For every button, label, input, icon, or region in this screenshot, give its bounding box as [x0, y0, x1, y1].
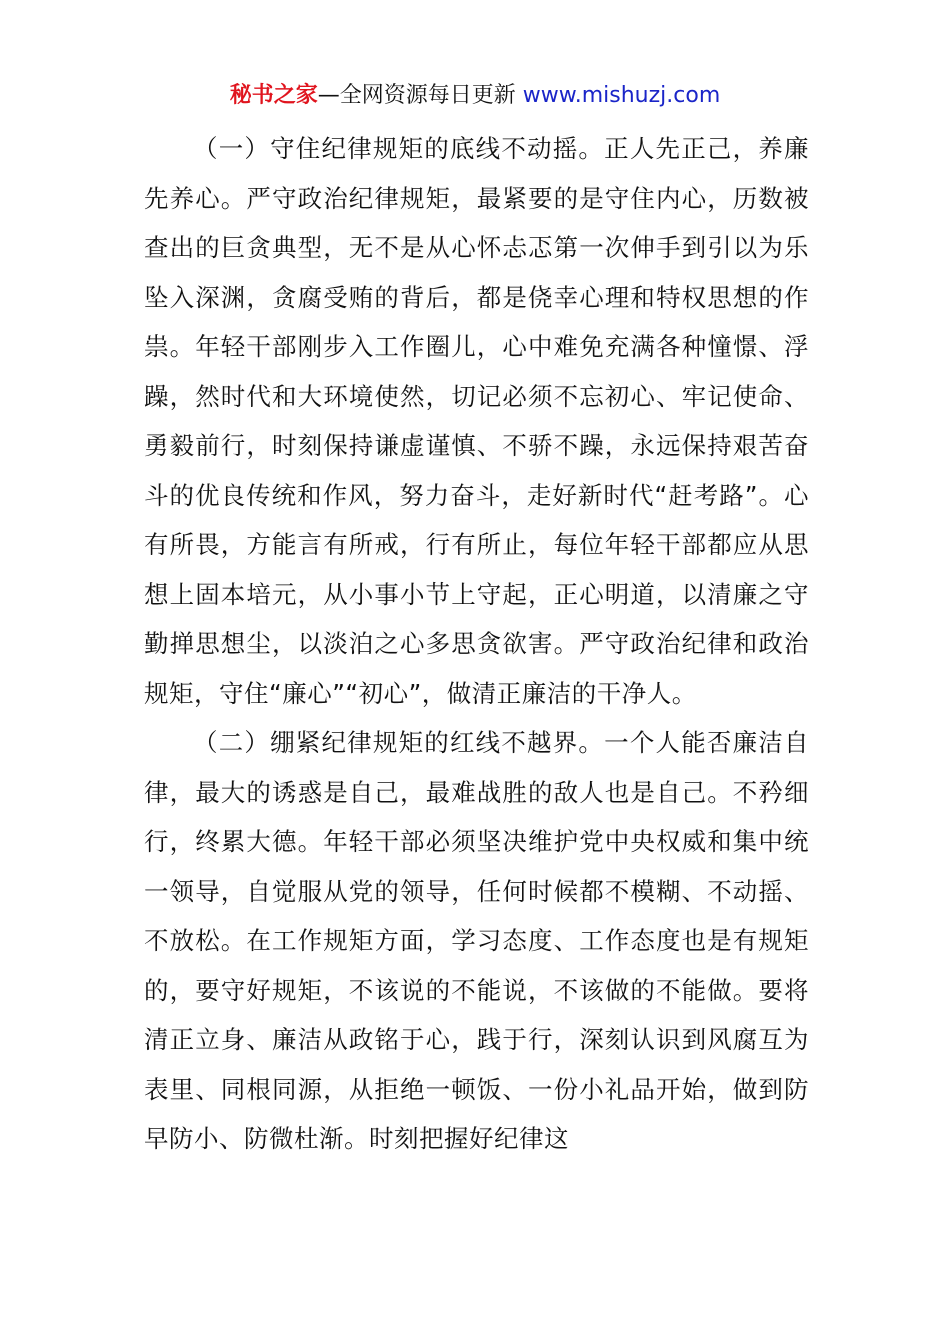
header-tagline: —全网资源每日更新 — [317, 83, 523, 108]
page-header — [0, 80, 950, 112]
document-body — [144, 124, 809, 1164]
header-site-link[interactable]: www.mishuzj.com — [522, 83, 721, 108]
header-brand: 秘书之家 — [229, 83, 318, 108]
paragraph: （二）绷紧纪律规矩的红线不越界。一个人能否廉洁自律，最大的诱惑是自己，最难战胜的敌人也是自己。不矜细行，终累大德。年轻干部必须坚决维护党中央权威和集中统一领导，自觉服从党的领导，任何时候都不模糊、不动摇、不放松。在工作规矩方面，学习态度、工作态度也是有规矩的，要守好规矩，不该说的不能说，不该做的不能做。要将清正立身、廉洁从政铭于心，践于行，深刻认识到风腐互为表里、同根同源，从拒绝一顿饭、一份小礼品开始，做到防早防小、防微杜渐。时刻把握好纪律这 — [144, 728, 809, 1153]
paragraph: （一）守住纪律规矩的底线不动摇。正人先正己，养廉先养心。严守政治纪律规矩，最紧要的是守住内心，历数被查出的巨贪典型，无不是从心怀忐忑第一次伸手到引以为乐坠入深渊，贪腐受贿的背后，都是侥幸心理和特权思想的作祟。年轻干部刚步入工作圈儿，心中难免充满各种憧憬、浮躁，然时代和大环境使然，切记必须不忘初心、牢记使命、勇毅前行，时刻保持谦虚谨慎、不骄不躁，永远保持艰苦奋斗的优良传统和作风，努力奋斗，走好新时代“赶考路”。心有所畏，方能言有所戒，行有所止，每位年轻干部都应从思想上固本培元，从小事小节上守起，正心明道，以清廉之守勤掸思想尘，以淡泊之心多思贪欲害。严守政治纪律和政治规矩，守住“廉心”“初心”，做清正廉洁的干净人。 — [144, 134, 809, 708]
